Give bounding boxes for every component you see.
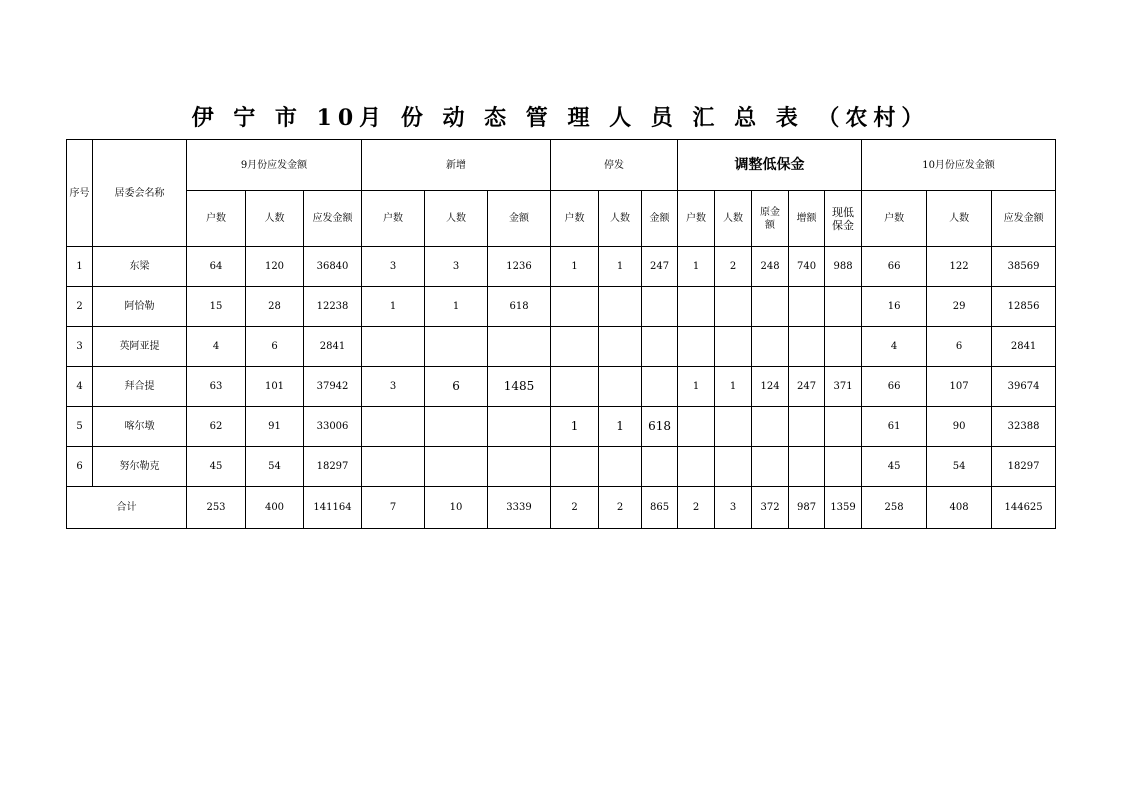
cell-new-households: 3 <box>362 367 425 407</box>
cell-adj-original: 248 <box>752 247 789 287</box>
cell-seq: 3 <box>67 327 93 367</box>
cell-adj-original <box>752 327 789 367</box>
cell-stop-households <box>551 327 599 367</box>
cell-sep-amount: 2841 <box>304 327 362 367</box>
cell-stop-persons: 1 <box>599 247 642 287</box>
cell-adj-households <box>678 287 715 327</box>
cell-adj-current <box>825 287 862 327</box>
cell-oct-persons: 107 <box>927 367 992 407</box>
cell-new-persons: 3 <box>425 247 488 287</box>
header-stop-persons: 人数 <box>599 191 642 247</box>
cell-adj-increase: 740 <box>789 247 825 287</box>
cell-oct-households: 61 <box>862 407 927 447</box>
cell-sep-persons: 6 <box>246 327 304 367</box>
cell-adj-original <box>752 407 789 447</box>
cell-stop-amount <box>642 367 678 407</box>
cell-oct-persons: 6 <box>927 327 992 367</box>
total-adj-increase: 987 <box>789 487 825 529</box>
page-title: 伊 宁 市 10月 份 动 态 管 理 人 员 汇 总 表 （农村） <box>191 105 930 131</box>
cell-sep-persons: 54 <box>246 447 304 487</box>
header-group-stop: 停发 <box>551 140 678 191</box>
cell-oct-amount: 18297 <box>992 447 1056 487</box>
cell-stop-persons <box>599 447 642 487</box>
cell-adj-increase: 247 <box>789 367 825 407</box>
total-adj-current: 1359 <box>825 487 862 529</box>
header-oct-households: 户数 <box>862 191 927 247</box>
cell-adj-households <box>678 407 715 447</box>
cell-sep-amount: 37942 <box>304 367 362 407</box>
cell-oct-persons: 54 <box>927 447 992 487</box>
cell-sep-persons: 91 <box>246 407 304 447</box>
header-group-oct: 10月份应发金额 <box>862 140 1056 191</box>
cell-adj-households: 1 <box>678 247 715 287</box>
cell-new-persons: 6 <box>425 367 488 407</box>
cell-stop-amount: 247 <box>642 247 678 287</box>
header-group-adjust: 调整低保金 <box>678 140 862 191</box>
table-row <box>67 247 1056 287</box>
cell-stop-amount <box>642 287 678 327</box>
cell-adj-increase <box>789 287 825 327</box>
cell-new-households: 1 <box>362 287 425 327</box>
total-row <box>67 487 1056 529</box>
header-oct-amount: 应发金额 <box>992 191 1056 247</box>
cell-stop-households <box>551 367 599 407</box>
header-new-persons: 人数 <box>425 191 488 247</box>
cell-adj-households <box>678 327 715 367</box>
header-adj-original: 原金额 <box>752 191 789 247</box>
table-row <box>67 327 1056 367</box>
total-new-households: 7 <box>362 487 425 529</box>
header-seq: 序号 <box>67 140 93 247</box>
cell-oct-households: 16 <box>862 287 927 327</box>
cell-new-persons <box>425 407 488 447</box>
cell-sep-households: 15 <box>187 287 246 327</box>
total-new-persons: 10 <box>425 487 488 529</box>
cell-sep-persons: 120 <box>246 247 304 287</box>
total-sep-households: 253 <box>187 487 246 529</box>
cell-new-persons: 1 <box>425 287 488 327</box>
cell-new-amount: 1236 <box>488 247 551 287</box>
header-stop-amount: 金额 <box>642 191 678 247</box>
cell-adj-increase <box>789 447 825 487</box>
cell-adj-current: 371 <box>825 367 862 407</box>
total-adj-persons: 3 <box>715 487 752 529</box>
total-new-amount: 3339 <box>488 487 551 529</box>
cell-adj-original <box>752 287 789 327</box>
table-row <box>67 407 1056 447</box>
cell-name: 拜合提 <box>93 367 187 407</box>
table-row <box>67 447 1056 487</box>
header-sep-amount: 应发金额 <box>304 191 362 247</box>
total-label: 合计 <box>67 487 187 529</box>
cell-new-households <box>362 447 425 487</box>
cell-stop-amount <box>642 327 678 367</box>
cell-adj-persons <box>715 447 752 487</box>
cell-new-persons <box>425 327 488 367</box>
cell-stop-persons <box>599 367 642 407</box>
total-oct-households: 258 <box>862 487 927 529</box>
cell-name: 阿恰勒 <box>93 287 187 327</box>
total-oct-persons: 408 <box>927 487 992 529</box>
header-sep-households: 户数 <box>187 191 246 247</box>
cell-name: 东梁 <box>93 247 187 287</box>
header-group-new: 新增 <box>362 140 551 191</box>
header-new-amount: 金额 <box>488 191 551 247</box>
header-group-sep: 9月份应发金额 <box>187 140 362 191</box>
cell-oct-persons: 90 <box>927 407 992 447</box>
cell-seq: 4 <box>67 367 93 407</box>
cell-oct-amount: 39674 <box>992 367 1056 407</box>
cell-sep-households: 45 <box>187 447 246 487</box>
cell-oct-households: 4 <box>862 327 927 367</box>
cell-stop-persons <box>599 287 642 327</box>
cell-oct-households: 66 <box>862 247 927 287</box>
cell-sep-persons: 28 <box>246 287 304 327</box>
cell-adj-persons <box>715 287 752 327</box>
header-row-groups <box>67 140 1056 191</box>
table-row <box>67 367 1056 407</box>
header-oct-persons: 人数 <box>927 191 992 247</box>
header-new-households: 户数 <box>362 191 425 247</box>
cell-sep-persons: 101 <box>246 367 304 407</box>
header-row-sub <box>67 191 1056 247</box>
cell-seq: 6 <box>67 447 93 487</box>
total-sep-amount: 141164 <box>304 487 362 529</box>
cell-sep-households: 64 <box>187 247 246 287</box>
total-stop-persons: 2 <box>599 487 642 529</box>
cell-adj-persons <box>715 327 752 367</box>
cell-new-households <box>362 407 425 447</box>
cell-sep-households: 63 <box>187 367 246 407</box>
cell-name: 喀尔墩 <box>93 407 187 447</box>
table-row <box>67 287 1056 327</box>
cell-new-households <box>362 327 425 367</box>
cell-adj-current <box>825 407 862 447</box>
cell-new-amount <box>488 407 551 447</box>
total-adj-households: 2 <box>678 487 715 529</box>
cell-seq: 1 <box>67 247 93 287</box>
total-stop-amount: 865 <box>642 487 678 529</box>
cell-seq: 2 <box>67 287 93 327</box>
cell-stop-households: 1 <box>551 247 599 287</box>
cell-oct-amount: 38569 <box>992 247 1056 287</box>
header-adj-current: 现低保金 <box>825 191 862 247</box>
cell-oct-persons: 122 <box>927 247 992 287</box>
cell-name: 努尔勒克 <box>93 447 187 487</box>
total-sep-persons: 400 <box>246 487 304 529</box>
cell-seq: 5 <box>67 407 93 447</box>
cell-new-amount <box>488 327 551 367</box>
cell-sep-households: 4 <box>187 327 246 367</box>
cell-adj-current: 988 <box>825 247 862 287</box>
cell-new-households: 3 <box>362 247 425 287</box>
cell-adj-current <box>825 447 862 487</box>
cell-adj-persons <box>715 407 752 447</box>
cell-oct-households: 45 <box>862 447 927 487</box>
cell-sep-households: 62 <box>187 407 246 447</box>
cell-stop-households <box>551 447 599 487</box>
summary-table <box>66 139 1056 529</box>
header-stop-households: 户数 <box>551 191 599 247</box>
cell-stop-persons <box>599 327 642 367</box>
cell-stop-persons: 1 <box>599 407 642 447</box>
cell-sep-amount: 33006 <box>304 407 362 447</box>
cell-stop-amount <box>642 447 678 487</box>
cell-new-amount: 1485 <box>488 367 551 407</box>
cell-oct-amount: 2841 <box>992 327 1056 367</box>
cell-oct-amount: 32388 <box>992 407 1056 447</box>
total-oct-amount: 144625 <box>992 487 1056 529</box>
header-sep-persons: 人数 <box>246 191 304 247</box>
cell-oct-amount: 12856 <box>992 287 1056 327</box>
cell-sep-amount: 12238 <box>304 287 362 327</box>
cell-adj-increase <box>789 407 825 447</box>
cell-adj-original: 124 <box>752 367 789 407</box>
cell-new-persons <box>425 447 488 487</box>
cell-stop-households <box>551 287 599 327</box>
cell-oct-households: 66 <box>862 367 927 407</box>
cell-adj-current <box>825 327 862 367</box>
cell-adj-persons: 2 <box>715 247 752 287</box>
header-adj-increase: 增额 <box>789 191 825 247</box>
cell-adj-households <box>678 447 715 487</box>
cell-adj-households: 1 <box>678 367 715 407</box>
cell-sep-amount: 18297 <box>304 447 362 487</box>
cell-stop-households: 1 <box>551 407 599 447</box>
header-name: 居委会名称 <box>93 140 187 247</box>
cell-name: 英阿亚提 <box>93 327 187 367</box>
cell-adj-persons: 1 <box>715 367 752 407</box>
header-adj-households: 户数 <box>678 191 715 247</box>
cell-stop-amount: 618 <box>642 407 678 447</box>
cell-adj-increase <box>789 327 825 367</box>
cell-new-amount: 618 <box>488 287 551 327</box>
cell-oct-persons: 29 <box>927 287 992 327</box>
total-stop-households: 2 <box>551 487 599 529</box>
cell-sep-amount: 36840 <box>304 247 362 287</box>
total-adj-original: 372 <box>752 487 789 529</box>
cell-adj-original <box>752 447 789 487</box>
cell-new-amount <box>488 447 551 487</box>
header-adj-persons: 人数 <box>715 191 752 247</box>
